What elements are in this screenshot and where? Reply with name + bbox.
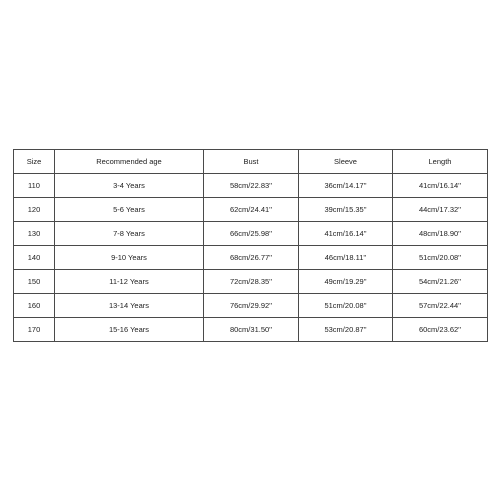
cell-sleeve: 49cm/19.29'' xyxy=(299,270,393,294)
cell-sleeve: 53cm/20.87'' xyxy=(299,318,393,342)
table-row xyxy=(14,222,488,246)
cell-size: 130 xyxy=(14,222,55,246)
cell-bust: 68cm/26.77'' xyxy=(204,246,299,270)
table-row xyxy=(14,174,488,198)
cell-size: 110 xyxy=(14,174,55,198)
cell-length: 51cm/20.08'' xyxy=(393,246,488,270)
cell-size: 140 xyxy=(14,246,55,270)
cell-age: 13-14 Years xyxy=(55,294,204,318)
cell-length: 60cm/23.62'' xyxy=(393,318,488,342)
cell-bust: 72cm/28.35'' xyxy=(204,270,299,294)
cell-sleeve: 36cm/14.17'' xyxy=(299,174,393,198)
cell-age: 5-6 Years xyxy=(55,198,204,222)
cell-bust: 62cm/24.41'' xyxy=(204,198,299,222)
cell-sleeve: 51cm/20.08'' xyxy=(299,294,393,318)
cell-length: 48cm/18.90'' xyxy=(393,222,488,246)
cell-size: 170 xyxy=(14,318,55,342)
cell-bust: 66cm/25.98'' xyxy=(204,222,299,246)
cell-age: 9-10 Years xyxy=(55,246,204,270)
cell-length: 41cm/16.14'' xyxy=(393,174,488,198)
cell-length: 57cm/22.44'' xyxy=(393,294,488,318)
cell-age: 11-12 Years xyxy=(55,270,204,294)
cell-sleeve: 41cm/16.14'' xyxy=(299,222,393,246)
cell-length: 44cm/17.32'' xyxy=(393,198,488,222)
table-row xyxy=(14,246,488,270)
table-row xyxy=(14,318,488,342)
cell-length: 54cm/21.26'' xyxy=(393,270,488,294)
cell-sleeve: 39cm/15.35'' xyxy=(299,198,393,222)
table-row xyxy=(14,198,488,222)
cell-size: 150 xyxy=(14,270,55,294)
cell-bust: 80cm/31.50'' xyxy=(204,318,299,342)
table-row xyxy=(14,294,488,318)
cell-age: 3-4 Years xyxy=(55,174,204,198)
cell-age: 7-8 Years xyxy=(55,222,204,246)
size-chart-table xyxy=(13,149,488,342)
cell-sleeve: 46cm/18.11'' xyxy=(299,246,393,270)
table-row xyxy=(14,270,488,294)
header-size: Size xyxy=(14,150,55,174)
cell-bust: 76cm/29.92'' xyxy=(204,294,299,318)
cell-size: 160 xyxy=(14,294,55,318)
header-sleeve: Sleeve xyxy=(299,150,393,174)
header-bust: Bust xyxy=(204,150,299,174)
cell-bust: 58cm/22.83'' xyxy=(204,174,299,198)
header-recommended-age: Recommended age xyxy=(55,150,204,174)
header-length: Length xyxy=(393,150,488,174)
cell-size: 120 xyxy=(14,198,55,222)
cell-age: 15-16 Years xyxy=(55,318,204,342)
table-header-row xyxy=(14,150,488,174)
